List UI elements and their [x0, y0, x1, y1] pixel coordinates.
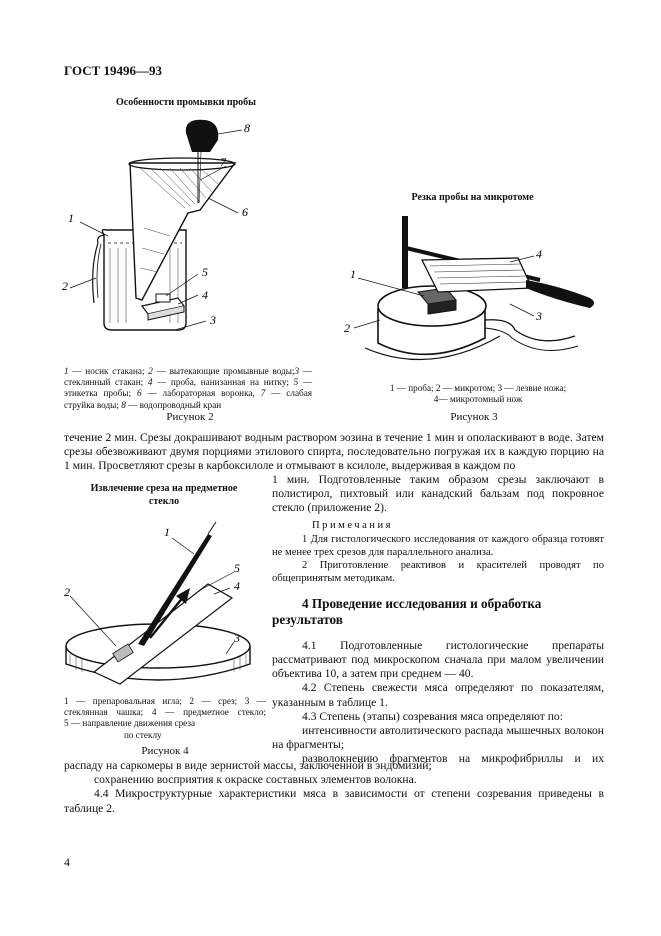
figure3-label: Рисунок 3 — [450, 411, 498, 423]
fig2-num-8: 8 — [244, 121, 250, 135]
fig3-num-3: 3 — [536, 309, 542, 323]
figure4-legend — [64, 696, 266, 741]
fig4-title-line: Извлечение среза на предметное — [90, 483, 238, 494]
fig2-legend-item: 7 — слабая струйка воды; — [64, 388, 313, 410]
paragraph-4-3-b-end: распаду на саркомеры в виде зернистой массы, заключенной в эндомизий; — [64, 759, 432, 772]
fig4-legend-line: 5 — направление движения среза — [64, 718, 196, 729]
page-number: 4 — [64, 855, 70, 869]
paragraph-4-3-b-start: разволокнению фрагментов на микрофибриллы и их — [302, 752, 604, 766]
right-column — [272, 473, 604, 767]
figure4-label: Рисунок 4 — [141, 745, 189, 757]
fig3-num-1: 1 — [350, 267, 356, 281]
fig2-legend-item: 2 — вытекающие промывные воды; — [148, 366, 295, 376]
fig4-num-3: 3 — [234, 631, 240, 645]
paragraph-2: 1 мин. Подготовленные таким образом срезы заключают в полистирол, пихтовый или канадский бальзам под покровное стекло (приложение 2). — [272, 473, 604, 515]
fig4-legend-line: 1 — препаровальная игла; 2 — срез; 3 — — [64, 696, 266, 706]
fig2-num-3: 3 — [210, 313, 216, 327]
fig2-legend-item: 6 — лабораторная воронка, — [136, 388, 261, 399]
fig4-legend-line: стеклянная чашка; 4 — предметное стекло; — [64, 707, 266, 718]
fig2-num-5: 5 — [202, 265, 208, 279]
figure2-legend — [64, 366, 312, 411]
note-2: 2 Приготовление реактивов и красителей проводят по общепринятым методикам. — [272, 559, 604, 584]
fig4-num-2: 2 — [64, 585, 70, 599]
figure3-legend — [358, 383, 598, 405]
fig3-legend-line: 4— микротомный нож — [433, 394, 523, 405]
figure4-title — [64, 482, 264, 508]
fig4-title-line: стекло — [148, 496, 180, 507]
figure3-title: Резка пробы на микротоме — [411, 192, 534, 203]
document-header: ГОСТ 19496—93 — [64, 63, 163, 78]
paragraph-4-2: 4.2 Степень свежести мяса определяют по показателям, указанным в таблице 1. — [272, 681, 604, 709]
figure3-illustration — [340, 208, 610, 368]
fig2-num-2: 2 — [62, 279, 68, 293]
fig2-legend-item: 8 — водопроводный кран — [121, 399, 222, 410]
notes-title: Примечания — [312, 519, 393, 531]
fig2-num-7: 7 — [220, 155, 226, 169]
fig2-legend-item: 1 — носик стакана; — [64, 366, 149, 376]
paragraph-4-3-a: интенсивности автолитического распада мышечных волокон на фрагменты; — [272, 724, 604, 752]
paragraph-4-1: 4.1 Подготовленные гистологические препараты рассматривают под микроскопом сначала при малом увеличении объектива 10, а затем при среднем — 40. — [272, 638, 604, 681]
paragraph-4-4: 4.4 Микроструктурные характеристики мяса в зависимости от степени созревания приведены в таблице 2. — [64, 787, 604, 815]
paragraph-1: течение 2 мин. Срезы докрашивают водным раствором эозина в течение 1 мин и ополаскивают в воде. Затем срезы обезвоживают двумя порциями этилового спирта, последовательно погружая их в каждую порцию на 1 мин. Просветляют срезы в карбоксилоле и отмывают в ксилоле, выдерживая в каждом по — [64, 431, 604, 473]
fig4-legend-line: по стеклу — [124, 729, 162, 740]
figure2-title: Особенности промывки пробы — [116, 97, 256, 108]
fig2-legend-item: 5 — этикетка пробы; — [64, 377, 313, 399]
bottom-text — [64, 759, 604, 816]
paragraph-4-3-c: сохранению восприятия к окраске составных элементов волокна. — [94, 773, 417, 787]
section-4-heading: 4 Проведение исследования и обработка результатов — [272, 595, 542, 627]
fig2-num-1: 1 — [68, 211, 74, 225]
paragraph-4-3: 4.3 Степень (этапы) созревания мяса определяют по: — [302, 709, 563, 723]
note-1: 1 Для гистологического исследования от каждого образца готовят не менее трех срезов для параллельного анализа. — [272, 533, 604, 558]
fig4-num-4: 4 — [234, 579, 240, 593]
fig4-num-5: 5 — [234, 561, 240, 575]
fig2-num-4: 4 — [202, 288, 208, 302]
figure4-illustration — [58, 514, 268, 689]
figure2-illustration — [60, 118, 330, 363]
fig3-legend-line: 1 — проба; 2 — микротом; 3 — лезвие ножа; — [389, 383, 567, 393]
figure2-label: Рисунок 2 — [166, 411, 214, 423]
fig3-num-2: 2 — [344, 321, 350, 335]
fig4-num-1: 1 — [164, 525, 170, 539]
fig2-legend-item: 4 — проба, нанизанная на нитку; — [147, 377, 294, 388]
fig2-legend-item: 3 — стеклянный стакан; — [64, 366, 312, 388]
fig3-num-4: 4 — [536, 247, 542, 261]
fig2-num-6: 6 — [242, 205, 248, 219]
